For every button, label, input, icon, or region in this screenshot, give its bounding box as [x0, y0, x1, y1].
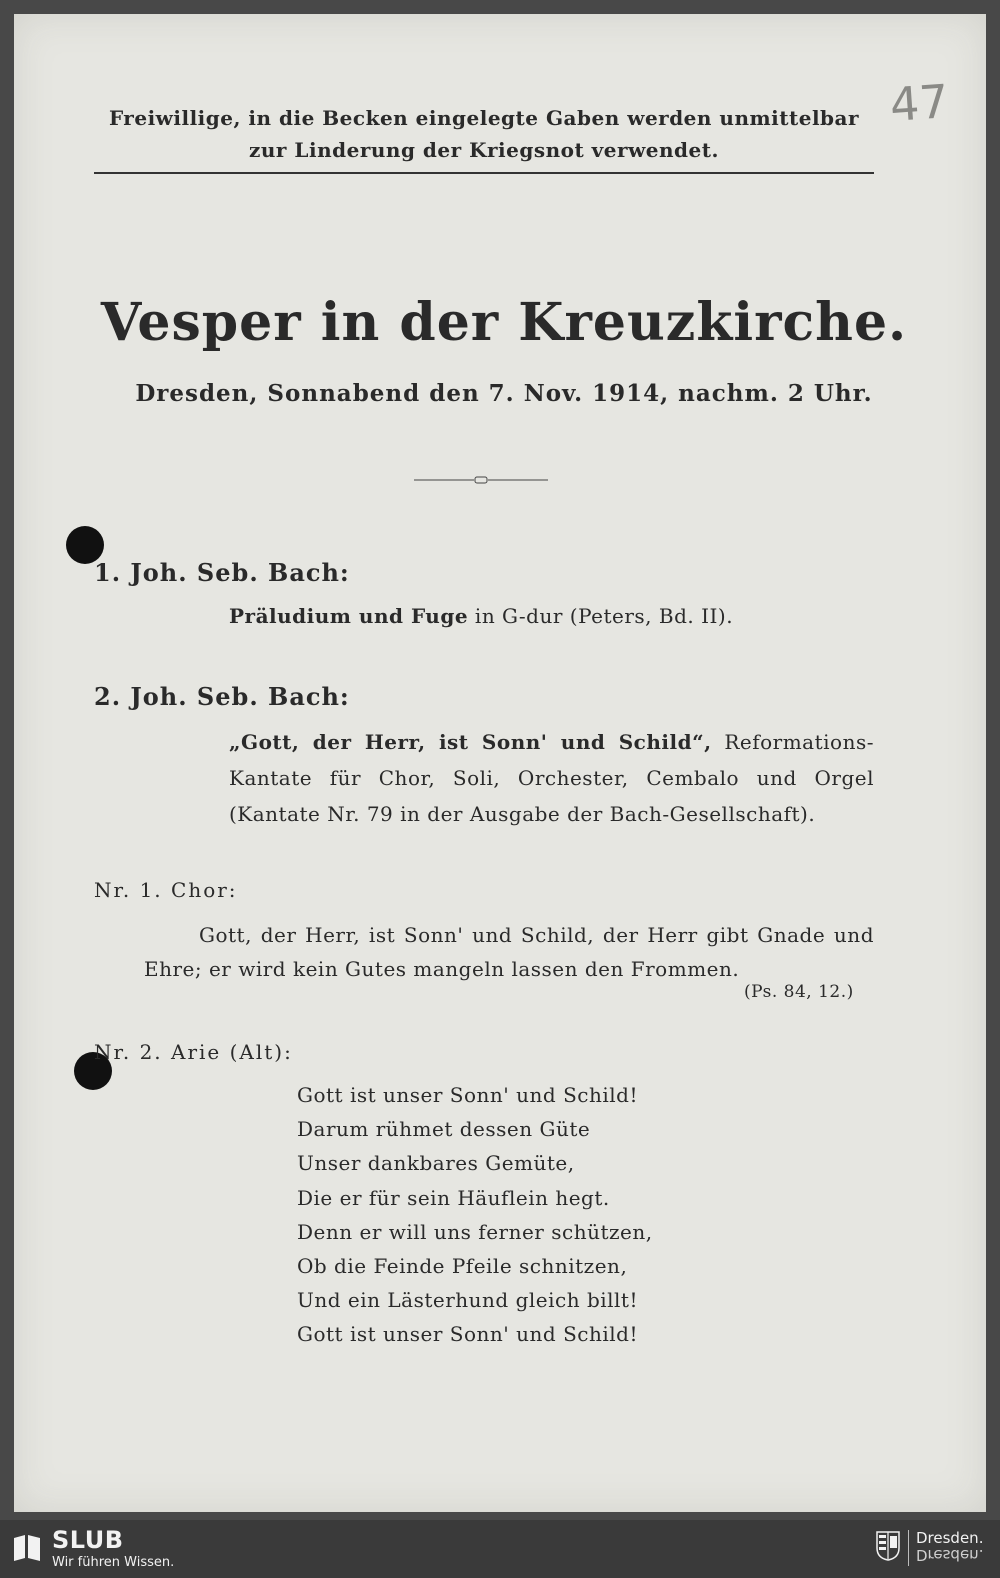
- slub-logo-icon[interactable]: [12, 1532, 42, 1562]
- section-chorus-text: Gott, der Herr, ist Sonn' und Schild, der Herr gibt Gnade und Ehre; er wird kein Gutes mangeln lassen den Frommen.: [144, 923, 874, 981]
- library-name[interactable]: SLUB: [52, 1526, 124, 1554]
- footer-divider: [908, 1530, 909, 1566]
- verse-line: Und ein Lästerhund gleich billt!: [297, 1288, 639, 1313]
- verse-line: Unser dankbares Gemüte,: [297, 1151, 575, 1176]
- program-item-2-work: [229, 724, 874, 832]
- verse-line: Die er für sein Häuflein hegt.: [297, 1185, 610, 1210]
- program-item-1-work: [229, 598, 889, 634]
- section-chorus-label: Nr. 1. Chor:: [94, 878, 238, 902]
- page-title: Vesper in der Kreuzkirche.: [100, 292, 908, 353]
- donation-notice-line-1: Freiwillige, in die Becken eingelegte Gaben werden unmittelbar: [108, 106, 860, 130]
- document-page: [14, 14, 986, 1512]
- notice-divider: [94, 172, 874, 174]
- donation-notice: [94, 102, 874, 166]
- program-item-2-work-detail: Reformations-Kantate für Chor, Soli, Orchester, Cembalo und Orgel (Kantate Nr. 79 in der Ausgabe der Bach-Gesellschaft).: [229, 730, 874, 826]
- viewer-footer: [0, 1520, 1000, 1578]
- library-tagline: Wir führen Wissen.: [52, 1555, 175, 1570]
- program-item-2-work-title: „Gott, der Herr, ist Sonn' und Schild“,: [229, 730, 712, 754]
- verse-line: Gott ist unser Sonn' und Schild!: [297, 1322, 638, 1347]
- ornament-divider: [414, 474, 548, 486]
- program-item-2-heading: 2. Joh. Seb. Bach:: [94, 682, 350, 711]
- verse-line: Ob die Feinde Pfeile schnitzen,: [297, 1254, 628, 1279]
- city-name-reflection: Dresden.: [916, 1546, 984, 1564]
- dresden-crest-icon[interactable]: [876, 1531, 900, 1561]
- section-aria-verse: [297, 1078, 653, 1352]
- verse-line: Gott ist unser Sonn' und Schild!: [297, 1083, 638, 1107]
- city-name[interactable]: Dresden.: [916, 1529, 984, 1547]
- program-item-1-work-title: Präludium und Fuge: [229, 604, 469, 628]
- section-aria-label: Nr. 2. Arie (Alt):: [94, 1040, 293, 1064]
- archive-number: 47: [888, 74, 951, 132]
- program-item-1-work-detail: in G-dur (Peters, Bd. II).: [468, 604, 734, 628]
- verse-line: Darum rühmet dessen Güte: [297, 1117, 591, 1142]
- donation-notice-line-2: zur Linderung der Kriegsnot verwendet.: [249, 138, 719, 162]
- section-chorus-citation: (Ps. 84, 12.): [744, 982, 854, 1002]
- verse-line: Denn er will uns ferner schützen,: [297, 1219, 653, 1244]
- program-item-1-heading: 1. Joh. Seb. Bach:: [94, 558, 350, 587]
- page-subtitle: Dresden, Sonnabend den 7. Nov. 1914, nachm. 2 Uhr.: [135, 380, 873, 407]
